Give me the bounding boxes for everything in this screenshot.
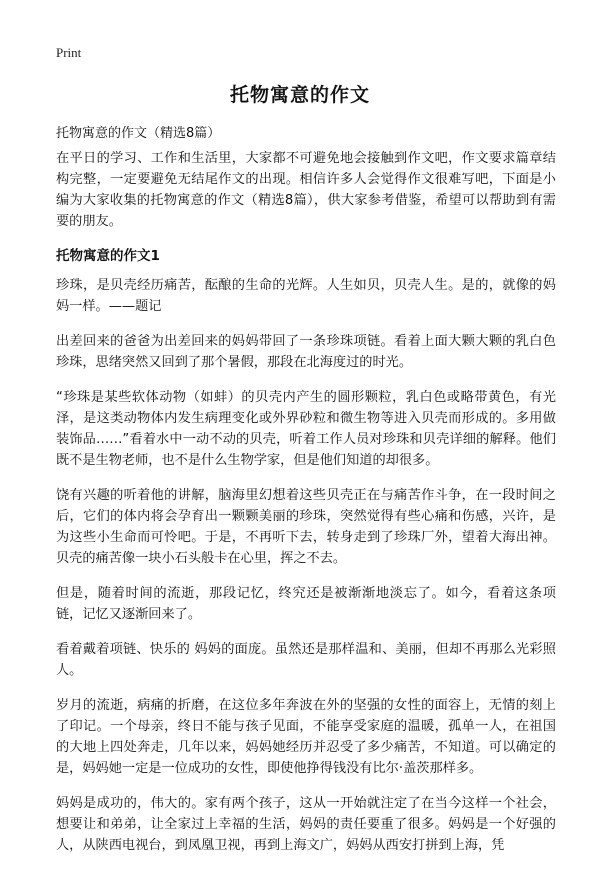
- body-paragraph: “珍珠是某些软体动物（如蚌）的贝壳内产生的圆形颗粒，乳白色或略带黄色，有光泽，是这类动物体内发生病理变化或外界砂粒和微生物等进入贝壳而形成的。多用做装饰品……”看着水中一动不动的贝壳，听着工作人员对珍珠和贝壳详细的解释。他们既不是生物老师，也不是什么生物学家，但是他们知道的却很多。: [56, 390, 556, 468]
- print-label: Print: [56, 45, 82, 60]
- document-title: 托物寓意的作文: [229, 84, 370, 106]
- body-paragraph: 珍珠，是贝壳经历痛苦，酝酿的生命的光辉。人生如贝，贝壳人生。是的，就像的妈妈一样。——题记: [56, 278, 556, 314]
- body-paragraph: 饶有兴趣的听着他的讲解，脑海里幻想着这些贝壳正在与痛苦作斗争，在一段时间之后，它们的体内将会孕育出一颗颗美丽的珍珠，突然觉得有些心痛和伤感，兴许，是为这些小生命而可怜吧。于是，不再听下去，转身走到了珍珠厂外，望着大海出神。贝壳的痛苦像一块小石头般卡在心里，挥之不去。: [56, 488, 556, 566]
- document-subtitle: 托物寓意的作文（精选8篇）: [56, 126, 221, 141]
- document-body: [56, 148, 556, 870]
- body-paragraph: 出差回来的爸爸为出差回来的妈妈带回了一条珍珠项链。看着上面大颗大颗的乳白色珍珠，思绪突然又回到了那个暑假，那段在北海度过的时光。: [56, 334, 556, 370]
- body-paragraph: 但是，随着时间的流逝，那段记忆，终究还是被渐渐地淡忘了。如今，看着这条项链，记忆又逐渐回来了。: [56, 586, 556, 622]
- body-paragraph: 岁月的流逝，病痛的折磨，在这位多年奔波在外的坚强的女性的面容上，无情的刻上了印记。一个母亲，终日不能与孩子见面，不能享受家庭的温暖，孤单一人，在祖国的大地上四处奔走，几年以来，妈妈她经历并忍受了多少痛苦，不知道。可以确定的是，妈妈她一定是一位成功的女性，即使他挣得钱没有比尔·盖茨那样多。: [56, 698, 556, 776]
- section-heading: 托物寓意的作文1: [56, 248, 160, 264]
- body-paragraph: 看着戴着项链、快乐的 妈妈的面庞。虽然还是那样温和、美丽，但却不再那么光彩照人。: [56, 642, 556, 678]
- body-paragraph: 妈妈是成功的，伟大的。家有两个孩子，这从一开始就注定了在当今这样一个社会，想要让和弟弟，让全家过上幸福的生活，妈妈的责任要重了很多。妈妈是一个好强的人，从陕西电视台，到凤凰卫视，再到上海文广，妈妈从西安打拼到上海，凭: [56, 796, 556, 853]
- intro-paragraph: 在平日的学习、工作和生活里，大家都不可避免地会接触到作文吧，作文要求篇章结构完整，一定要避免无结尾作文的出现。相信许多人会觉得作文很难写吧，下面是小编为大家收集的托物寓意的作文（精选8篇），供大家参考借鉴，希望可以帮助到有需要的朋友。: [56, 151, 556, 229]
